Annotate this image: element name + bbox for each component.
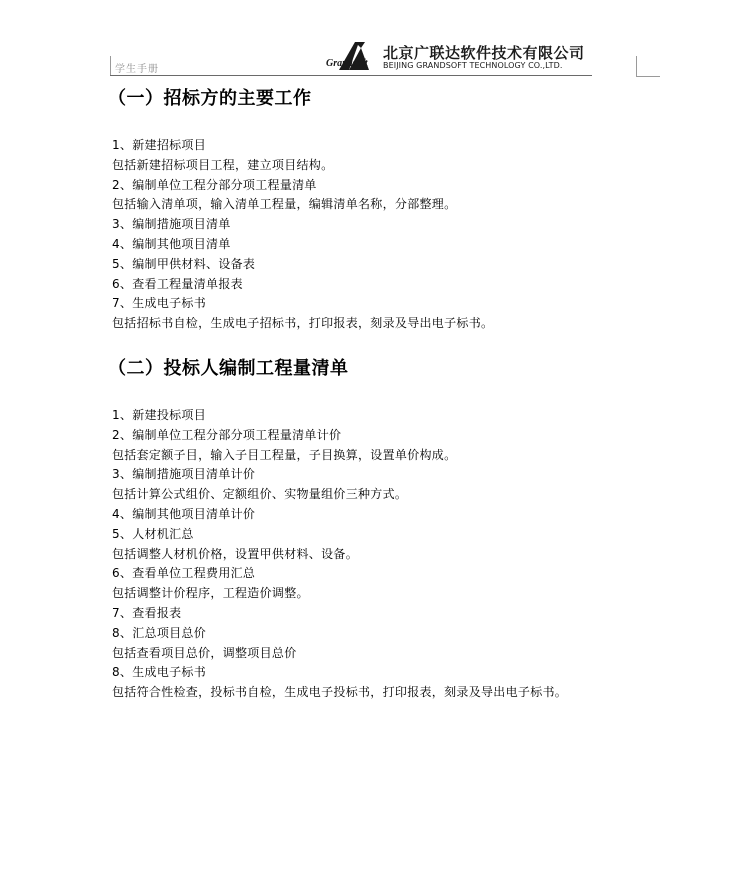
header-rule xyxy=(110,75,592,76)
list-item: 2、编制单位工程分部分项工程量清单 xyxy=(112,177,317,192)
list-item: 7、查看报表 xyxy=(112,605,182,620)
list-item: 包括新建招标项目工程，建立项目结构。 xyxy=(112,157,334,172)
company-name-cn: 北京广联达软件技术有限公司 xyxy=(383,44,585,62)
list-item: 6、查看工程量清单报表 xyxy=(112,276,243,291)
crop-mark-right-vertical xyxy=(636,56,637,76)
list-item: 1、新建投标项目 xyxy=(112,408,207,422)
list-item: 包括计算公式组价、定额组价、实物量组价三种方式。 xyxy=(112,487,408,502)
list-item: 包括查看项目总价，调整项目总价 xyxy=(112,645,297,660)
crop-mark-left xyxy=(110,56,111,76)
list-item: 5、人材机汇总 xyxy=(112,526,194,541)
company-name-en: BEIJING GRANDSOFT TECHNOLOGY CO.,LTD. xyxy=(383,61,563,70)
section-title-tender-work: （一）招标方的主要工作 xyxy=(108,88,312,109)
list-item: 包括符合性检查，投标书自检，生成电子投标书，打印报表，刻录及导出电子标书。 xyxy=(112,685,568,700)
list-item: 4、编制其他项目清单计价 xyxy=(112,506,256,521)
crop-mark-right-horizontal xyxy=(636,76,660,77)
list-item: 7、生成电子标书 xyxy=(112,296,207,311)
list-item: 6、查看单位工程费用汇总 xyxy=(112,566,256,581)
list-item: 2、编制单位工程分部分项工程量清单计价 xyxy=(112,427,342,442)
list-item: 包括调整计价程序，工程造价调整。 xyxy=(112,586,309,601)
list-item: 8、汇总项目总价 xyxy=(112,625,207,640)
list-item: 8、生成电子标书 xyxy=(112,665,207,680)
section-title-bidder-work: （二）投标人编制工程量清单 xyxy=(108,358,349,379)
list-item: 4、编制其他项目清单 xyxy=(112,236,231,251)
grandsoft-logo-icon xyxy=(325,40,377,72)
list-item: 包括调整人材机价格，设置甲供材料、设备。 xyxy=(112,546,359,561)
section-1-list xyxy=(112,136,493,334)
section-2-list xyxy=(112,406,567,703)
header-left-label: 学生手册 xyxy=(115,64,159,75)
list-item: 3、编制措施项目清单计价 xyxy=(112,467,256,482)
logo-wordmark: Grandsoft xyxy=(326,58,368,69)
list-item: 3、编制措施项目清单 xyxy=(112,217,231,232)
list-item: 包括输入清单项，输入清单工程量，编辑清单名称，分部整理。 xyxy=(112,197,457,212)
company-logo xyxy=(325,40,595,74)
list-item: 1、新建招标项目 xyxy=(112,138,207,152)
list-item: 5、编制甲供材料、设备表 xyxy=(112,256,256,271)
list-item: 包括套定额子目，输入子目工程量，子目换算，设置单价构成。 xyxy=(112,447,457,462)
list-item: 包括招标书自检，生成电子招标书，打印报表，刻录及导出电子标书。 xyxy=(112,316,494,331)
